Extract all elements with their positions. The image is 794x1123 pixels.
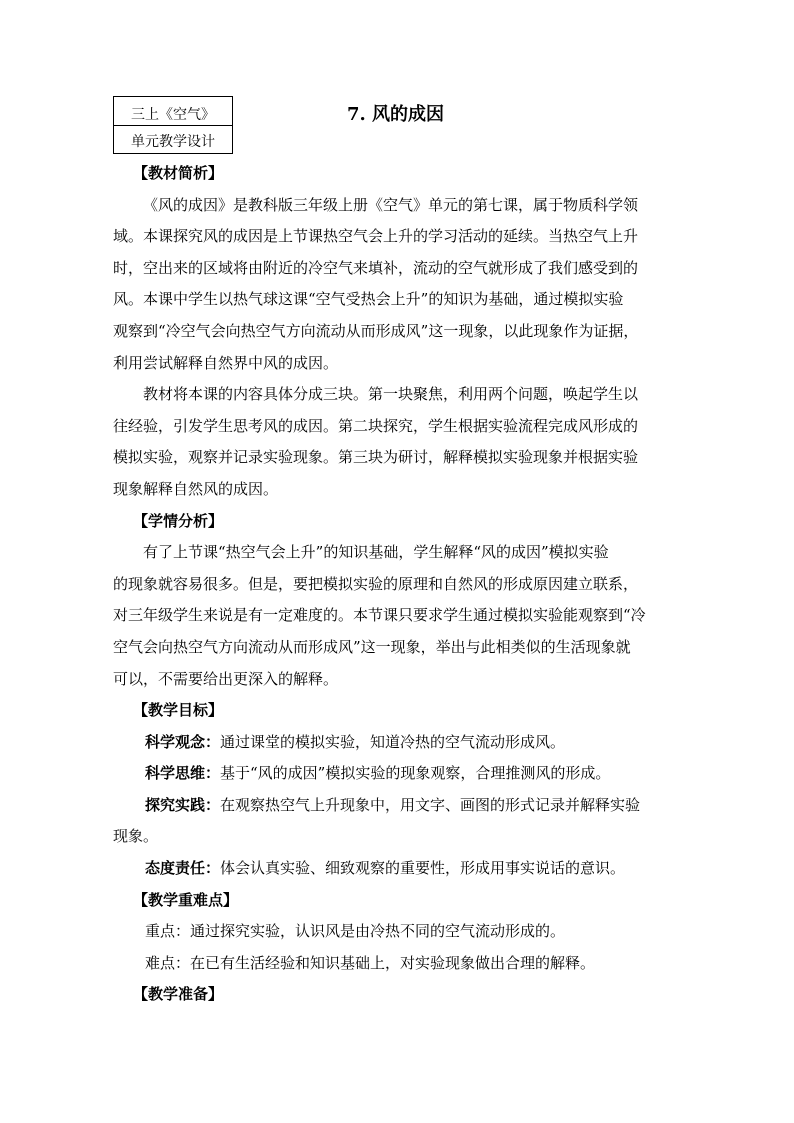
text-line: 风。本课中学生以热气球这课“空气受热会上升”的知识为基础，通过模拟实验: [113, 290, 624, 309]
goal-text: 通过课堂的模拟实验，知道冷热的空气流动形成风。: [220, 732, 566, 751]
learner-paragraph: [113, 537, 688, 695]
lesson-content: [113, 158, 688, 1011]
text-line: 空气会向热空气方向流动从而形成风”这一现象，举出与此相类似的生活现象就: [113, 637, 631, 656]
text-line: 往经验，引发学生思考风的成因。第二块探究，学生根据实验流程完成风形成的: [113, 416, 639, 435]
goal-text: 基于“风的成因”模拟实验的现象观察，合理推测风的形成。: [220, 764, 611, 783]
text-line: 域。本课探究风的成因是上节课热空气会上升的学习活动的延续。当热空气上升: [113, 227, 639, 246]
text-line: 对三年级学生来说是有一定难度的。本节课只要求学生通过模拟实验能观察到“冷: [113, 606, 646, 625]
unit-label-line2: 单元教学设计: [131, 134, 215, 150]
text-line: 教材将本课的内容具体分成三块。第一块聚焦，利用两个问题，唤起学生以: [143, 385, 639, 404]
text-line: 有了上节课“热空气会上升”的知识基础，学生解释“风的成因”模拟实验: [143, 543, 609, 562]
text-line: 模拟实验，观察并记录实验现象。第三块为研讨，解释模拟实验现象并根据实验: [113, 448, 639, 467]
textbook-paragraph-1: [113, 190, 688, 380]
section-heading-preparation: 【教学准备】: [133, 985, 224, 1004]
goal-text: 在观察热空气上升现象中，用文字、画图的形式记录并解释实验: [220, 795, 641, 814]
goal-text: 体会认真实验、细致观察的重要性，形成用事实说话的意识。: [220, 859, 626, 878]
goal-label: 科学思维：: [145, 764, 221, 783]
text-line: 《风的成因》是教科版三年级上册《空气》单元的第七课，属于物质科学领: [143, 195, 639, 214]
text-line: 时，空出来的区域将由附近的冷空气来填补，流动的空气就形成了我们感受到的: [113, 258, 639, 277]
text-line: 可以，不需要给出更深入的解释。: [113, 669, 339, 688]
key-point: 重点：通过探究实验，认识风是由冷热不同的空气流动形成的。: [145, 922, 566, 941]
text-line: 的现象就容易很多。但是，要把模拟实验的原理和自然风的形成原因建立联系，: [113, 574, 639, 593]
lesson-title: 7. 风的成因: [347, 104, 445, 125]
goal-text-continued: 现象。: [113, 827, 159, 846]
section-heading-goals: 【教学目标】: [133, 701, 224, 720]
goal-item-practice: [113, 790, 688, 853]
unit-label-line1: 三上《空气》: [131, 107, 215, 123]
goal-item-attitude: [113, 853, 688, 885]
unit-label-box: [113, 96, 233, 154]
goal-item-concept: [113, 727, 688, 759]
goal-practice-line: [113, 790, 688, 822]
section-heading-key-points: 【教学重难点】: [133, 890, 239, 909]
text-line: 观察到“冷空气会向热空气方向流动从而形成风”这一现象，以此现象作为证据，: [113, 321, 639, 340]
text-line: 利用尝试解释自然界中风的成因。: [113, 353, 339, 372]
goal-label: 态度责任：: [145, 859, 221, 878]
text-line: 现象解释自然风的成因。: [113, 479, 279, 498]
goal-label: 探究实践：: [145, 795, 221, 814]
goal-label: 科学观念：: [145, 732, 221, 751]
section-heading-learner: 【学情分析】: [133, 511, 224, 530]
goal-item-thinking: [113, 758, 688, 790]
difficult-point: 难点：在已有生活经验和知识基础上，对实验现象做出合理的解释。: [145, 953, 596, 972]
textbook-paragraph-2: [113, 379, 688, 505]
unit-label-divider: [114, 125, 232, 126]
section-heading-textbook: 【教材简析】: [133, 164, 224, 182]
